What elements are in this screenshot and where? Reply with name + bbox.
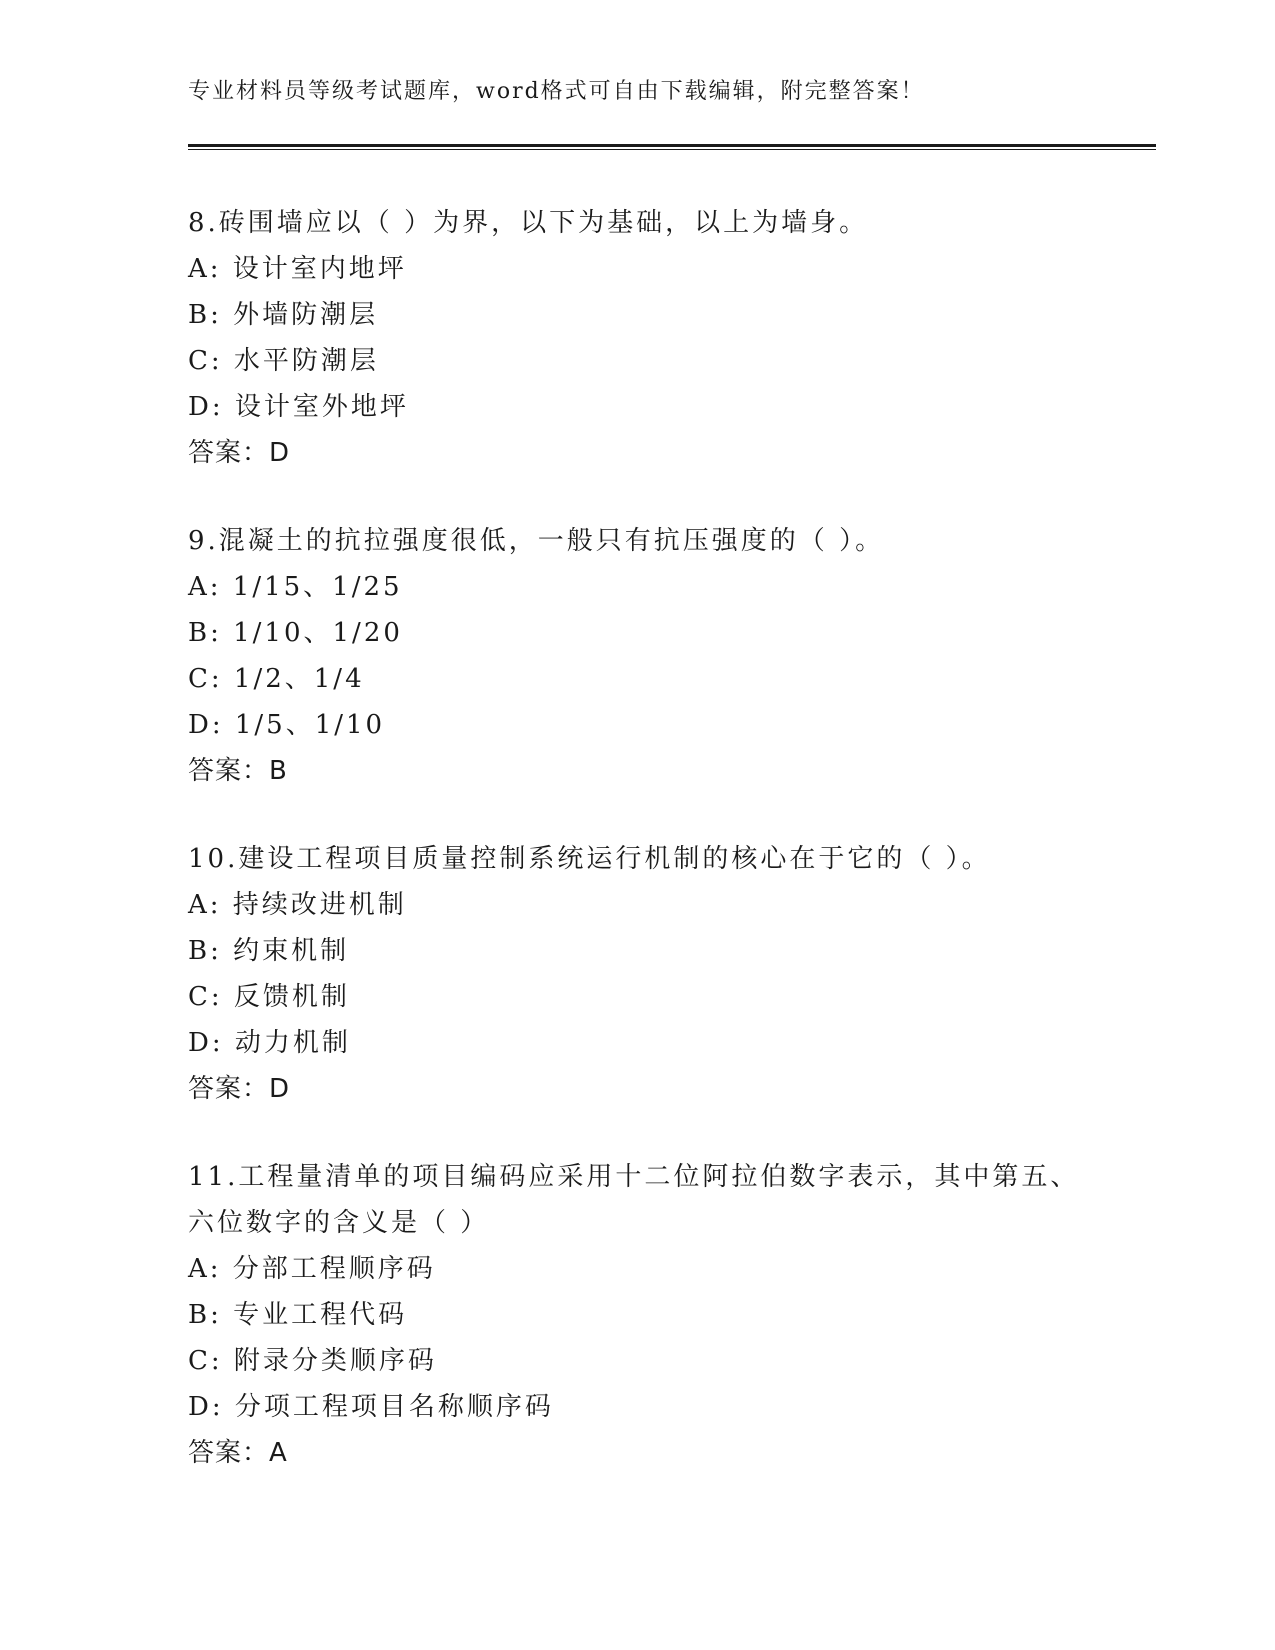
question-stem: 9.混凝土的抗拉强度很低，一般只有抗压强度的（ ）。 xyxy=(188,526,885,556)
question-10 xyxy=(188,836,1088,1112)
question-11 xyxy=(188,1154,1088,1476)
question-9 xyxy=(188,518,1088,794)
option-a: A: 分部工程顺序码 xyxy=(188,1254,436,1284)
option-b: B: 专业工程代码 xyxy=(188,1300,408,1330)
option-b: B: 外墙防潮层 xyxy=(188,300,379,330)
option-a: A: 设计室内地坪 xyxy=(188,254,407,284)
answer-line: 答案：D xyxy=(188,438,291,468)
answer-line: 答案：B xyxy=(188,756,288,786)
option-d: D: 动力机制 xyxy=(188,1028,351,1058)
question-8 xyxy=(188,200,1088,476)
option-c: C: 水平防潮层 xyxy=(188,346,379,376)
option-d: D: 分项工程项目名称顺序码 xyxy=(188,1392,554,1422)
document-header: 专业材料员等级考试题库，word格式可自由下载编辑，附完整答案！ xyxy=(188,79,925,104)
header-divider-thick xyxy=(188,144,1156,147)
option-c: C: 反馈机制 xyxy=(188,982,350,1012)
header-divider-thin xyxy=(188,149,1156,150)
question-stem: 8.砖围墙应以（ ）为界，以下为基础，以上为墙身。 xyxy=(188,208,869,238)
option-d: D: 设计室外地坪 xyxy=(188,392,409,422)
answer-line: 答案：D xyxy=(188,1074,291,1104)
option-c: C: 附录分类顺序码 xyxy=(188,1346,437,1376)
question-stem: 10.建设工程项目质量控制系统运行机制的核心在于它的（ ）。 xyxy=(188,844,991,874)
answer-line: 答案：A xyxy=(188,1438,288,1468)
option-c: C: 1/2、1/4 xyxy=(188,664,365,694)
option-b: B: 1/10、1/20 xyxy=(188,618,403,648)
question-stem-continued: 六位数字的含义是（ ） xyxy=(188,1208,490,1238)
option-d: D: 1/5、1/10 xyxy=(188,710,386,740)
option-a: A: 1/15、1/25 xyxy=(188,572,403,602)
question-stem: 11.工程量清单的项目编码应采用十二位阿拉伯数字表示，其中第五、 xyxy=(188,1162,1080,1192)
option-a: A: 持续改进机制 xyxy=(188,890,407,920)
option-b: B: 约束机制 xyxy=(188,936,350,966)
